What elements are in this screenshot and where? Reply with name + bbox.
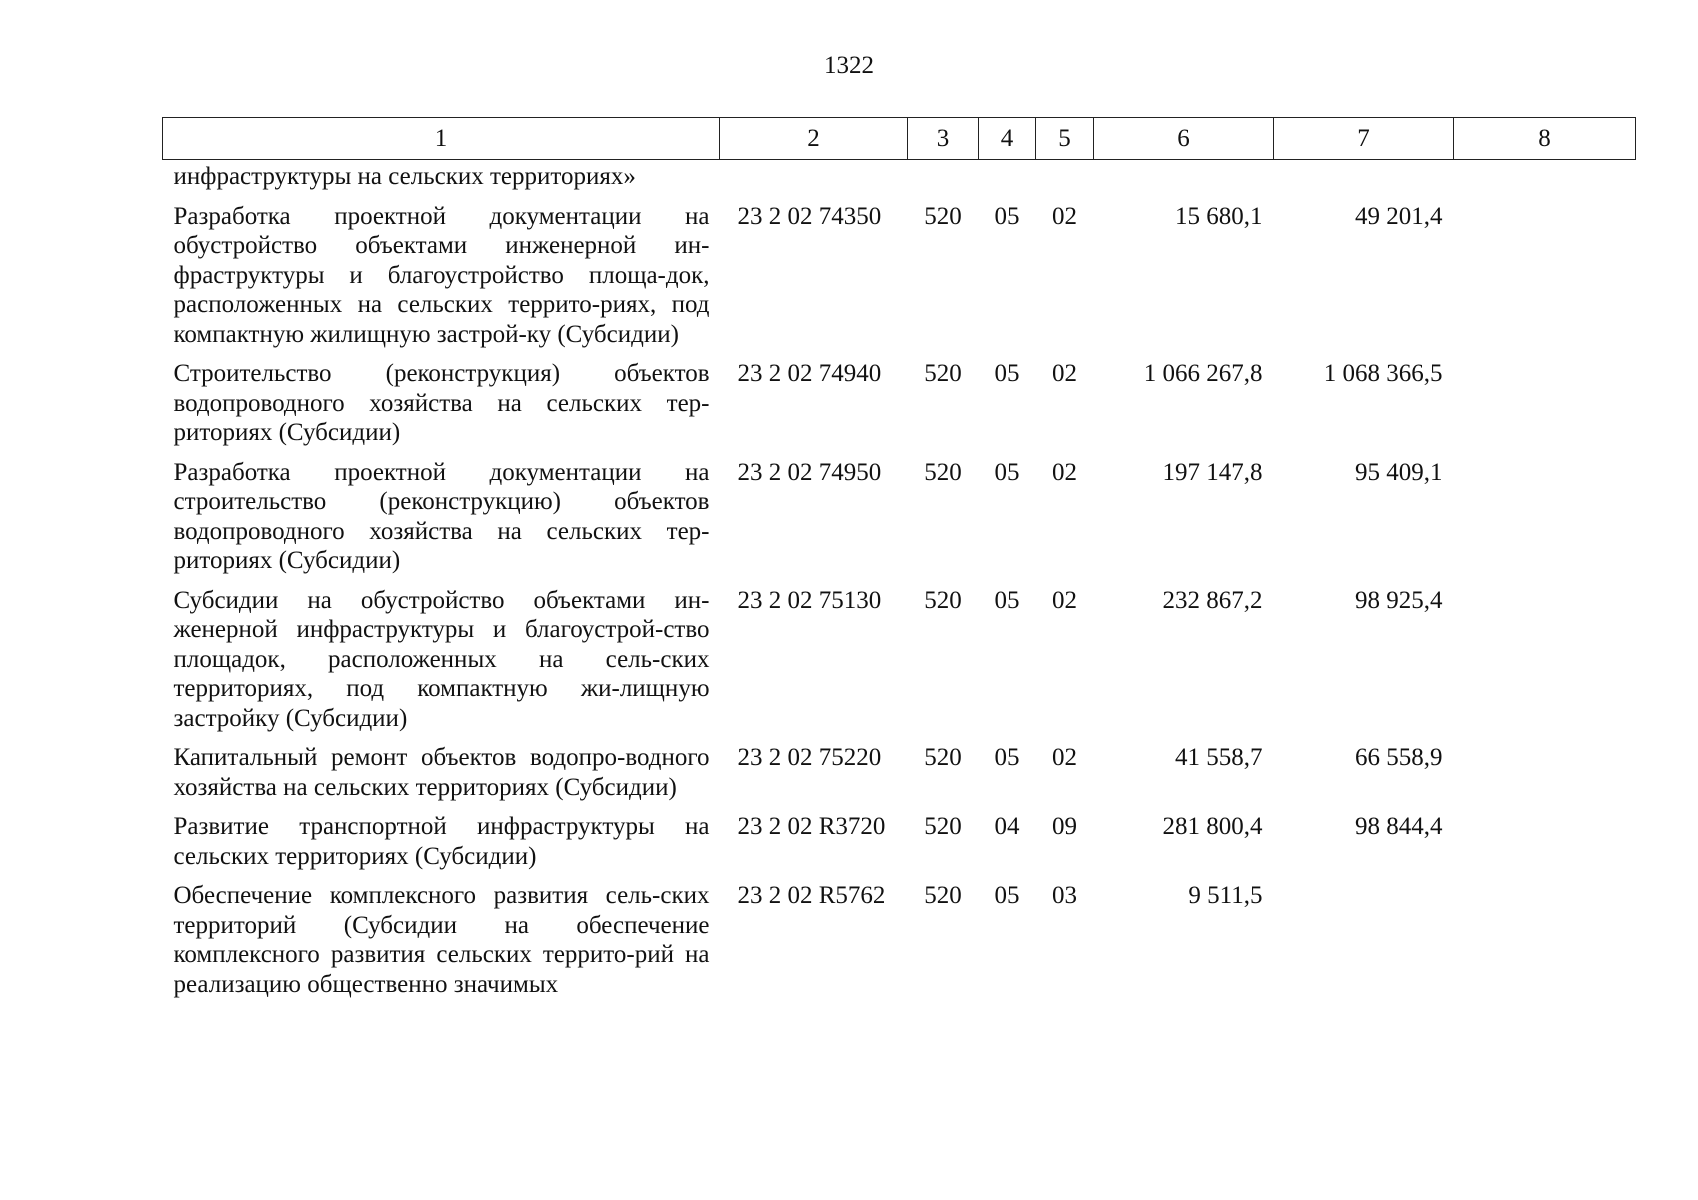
row-col-5: 02 — [1052, 202, 1077, 230]
row-col-4: 04 — [994, 813, 1020, 840]
row-col-6: 197 147,8 — [1162, 458, 1263, 486]
row-col-3: 520 — [924, 744, 962, 771]
row-col-5: 02 — [1052, 458, 1077, 486]
table-body — [163, 160, 1636, 1000]
row-col-6: 9 511,5 — [1188, 882, 1263, 909]
table-row — [163, 448, 1636, 576]
header-col-6: 6 — [1094, 118, 1274, 160]
row-col-3: 520 — [924, 360, 962, 387]
row-col-7: 98 925,4 — [1355, 586, 1443, 614]
page-number: 1322 — [824, 52, 874, 79]
row-col-6: 232 867,2 — [1162, 586, 1263, 614]
header-col-7: 7 — [1274, 118, 1454, 160]
row-code: 23 2 02 R5762 — [737, 882, 886, 909]
row-col-4: 05 — [994, 458, 1020, 486]
row-name: Разработка проектной документации на строительство (реконструкцию) объектов водопроводного хозяйства на сельских тер-риториях (Субсидии) — [173, 458, 710, 574]
header-col-1: 1 — [163, 118, 720, 160]
row-col-4: 05 — [994, 882, 1020, 909]
header-row — [163, 118, 1636, 160]
row-code: 23 2 02 75130 — [737, 586, 882, 614]
row-col-6: 15 680,1 — [1175, 202, 1263, 230]
row-col-3: 520 — [924, 586, 962, 614]
row-col-8 — [1454, 349, 1636, 448]
row-col-7: 66 558,9 — [1355, 744, 1443, 771]
row-col-7: 95 409,1 — [1355, 458, 1443, 486]
row-col-5: 02 — [1052, 744, 1077, 771]
row-code: 23 2 02 74950 — [737, 458, 882, 486]
row-col-7: 1 068 366,5 — [1323, 360, 1443, 387]
row-name: Капитальный ремонт объектов водопро-водного хозяйства на сельских территориях (Субсидии) — [173, 744, 710, 801]
row-code: 23 2 02 74350 — [737, 202, 882, 230]
row-code: 23 2 02 75220 — [737, 744, 882, 771]
row-name: Развитие транспортной инфраструктуры на сельских территориях (Субсидии) — [173, 813, 710, 870]
row-col-3: 520 — [924, 458, 962, 486]
table-header — [163, 118, 1636, 160]
row-col-7: 49 201,4 — [1355, 202, 1443, 230]
table-row — [163, 349, 1636, 448]
row-col-8 — [1454, 448, 1636, 576]
row-col-6: 41 558,7 — [1175, 744, 1263, 771]
row-col-6: 1 066 267,8 — [1143, 360, 1263, 387]
row-col-5: 09 — [1052, 813, 1077, 840]
table-row — [163, 192, 1636, 350]
table-row — [163, 802, 1636, 871]
row-col-8 — [1454, 802, 1636, 871]
row-col-6: 281 800,4 — [1162, 813, 1263, 840]
header-col-5: 5 — [1036, 118, 1094, 160]
budget-table — [162, 117, 1636, 999]
row-code: 23 2 02 74940 — [737, 360, 882, 387]
header-col-3: 3 — [908, 118, 979, 160]
header-col-2: 2 — [720, 118, 908, 160]
row-name: Строительство (реконструкция) объектов водопроводного хозяйства на сельских тер-риториях (Субсидии) — [173, 360, 710, 446]
header-col-8: 8 — [1454, 118, 1636, 160]
table-row — [163, 576, 1636, 734]
header-col-4: 4 — [979, 118, 1036, 160]
row-name: Разработка проектной документации на обустройство объектами инженерной ин-фраструктуры и благоустройство площа-док, расположенных на сельских террито-риях, под компактную жилищную застрой-ку (Субсидии) — [173, 202, 710, 348]
row-name: Субсидии на обустройство объектами ин-женерной инфраструктуры и благоустрой-ство площадок, расположенных на сель-ских территориях, под компактную жи-лищную застройку (Субсидии) — [173, 586, 710, 732]
row-col-4: 05 — [994, 360, 1020, 387]
row-col-3: 520 — [924, 882, 962, 909]
row-col-4: 05 — [994, 202, 1020, 230]
continuation-text: инфраструктуры на сельских территориях» — [173, 163, 636, 190]
row-col-8 — [1454, 871, 1636, 999]
row-col-8 — [1454, 192, 1636, 350]
row-col-7 — [1274, 871, 1454, 999]
table-row — [163, 733, 1636, 802]
row-col-4: 05 — [994, 586, 1020, 614]
row-code: 23 2 02 R3720 — [737, 813, 886, 840]
table-row — [163, 871, 1636, 999]
row-col-5: 02 — [1052, 586, 1077, 614]
row-col-7: 98 844,4 — [1355, 813, 1443, 840]
row-col-5: 03 — [1052, 882, 1077, 909]
row-col-4: 05 — [994, 744, 1020, 771]
row-col-3: 520 — [924, 813, 962, 840]
row-name: Обеспечение комплексного развития сель-ских территорий (Субсидии на обеспечение комплексного развития сельских террито-рий на реализацию общественно значимых — [173, 882, 710, 998]
row-col-8 — [1454, 576, 1636, 734]
continuation-row — [163, 160, 1636, 192]
row-col-3: 520 — [924, 202, 962, 230]
row-col-8 — [1454, 733, 1636, 802]
row-col-5: 02 — [1052, 360, 1077, 387]
